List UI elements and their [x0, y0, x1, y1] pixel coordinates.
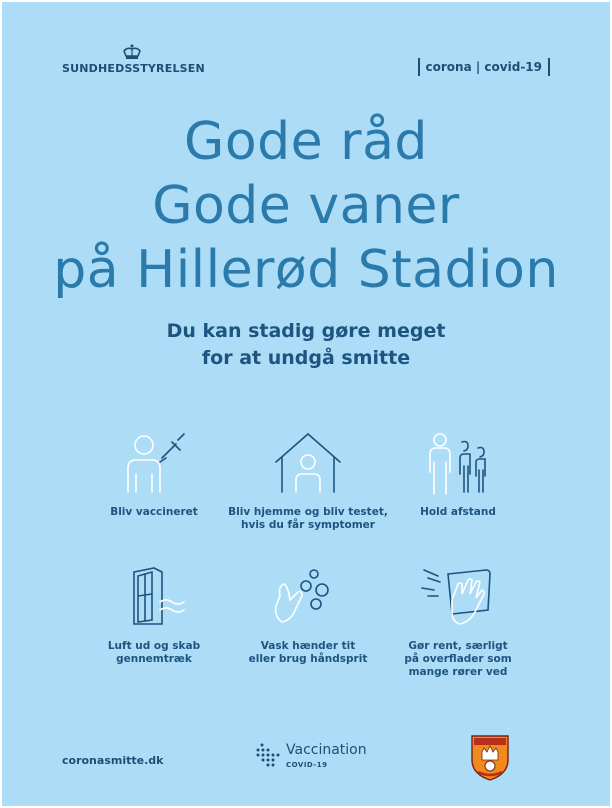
title-line-3: på Hillerød Stadion	[53, 240, 559, 300]
keep-distance-icon	[418, 432, 498, 496]
subtitle-line-2: for at undgå smitte	[201, 347, 411, 369]
website-url[interactable]: coronasmitte.dk	[62, 754, 164, 767]
open-window-icon	[114, 566, 194, 630]
cleaning-hand-icon	[418, 566, 498, 630]
vaccination-dots-icon	[254, 742, 284, 770]
tip-label-line: gennemtræk	[116, 653, 192, 665]
tip-clean-surfaces	[368, 566, 548, 679]
vaccination-title: Vaccination	[286, 742, 367, 758]
agency-logo	[62, 44, 205, 75]
tip-label-line: eller brug håndsprit	[248, 653, 368, 665]
subtitle	[2, 318, 610, 372]
vaccine-person-icon	[114, 432, 194, 496]
poster	[2, 2, 610, 806]
tip-label-line: Luft ud og skab	[107, 640, 201, 652]
vaccination-subtitle: COVID-19	[286, 761, 328, 769]
tip-label-line: Bliv hjemme og bliv testet,	[228, 506, 388, 518]
house-person-icon	[268, 432, 348, 496]
tip-label-line: Hold afstand	[420, 506, 496, 518]
hillerod-fodbold-crest-icon	[470, 734, 510, 782]
main-title	[2, 110, 610, 302]
tip-vaccinate	[64, 432, 244, 519]
tip-label-line: Vask hænder tit	[260, 640, 356, 652]
washing-hand-icon	[268, 566, 348, 630]
title-line-1: Gode råd	[184, 112, 428, 172]
crown-icon	[122, 44, 142, 60]
campaign-tag: corona | covid-19	[418, 58, 550, 76]
tip-label-line: på overflader som	[404, 653, 512, 665]
tip-label-line: mange rører ved	[408, 666, 508, 678]
agency-name: SUNDHEDSSTYRELSEN	[62, 62, 205, 75]
tip-label-line: hvis du får symptomer	[241, 519, 375, 531]
tip-label-line: Gør rent, særligt	[408, 640, 508, 652]
tip-ventilate	[64, 566, 244, 666]
title-line-2: Gode vaner	[152, 176, 460, 236]
tip-keep-distance	[368, 432, 548, 519]
tip-label-line: Bliv vaccineret	[110, 506, 198, 518]
subtitle-line-1: Du kan stadig gøre meget	[166, 320, 446, 342]
